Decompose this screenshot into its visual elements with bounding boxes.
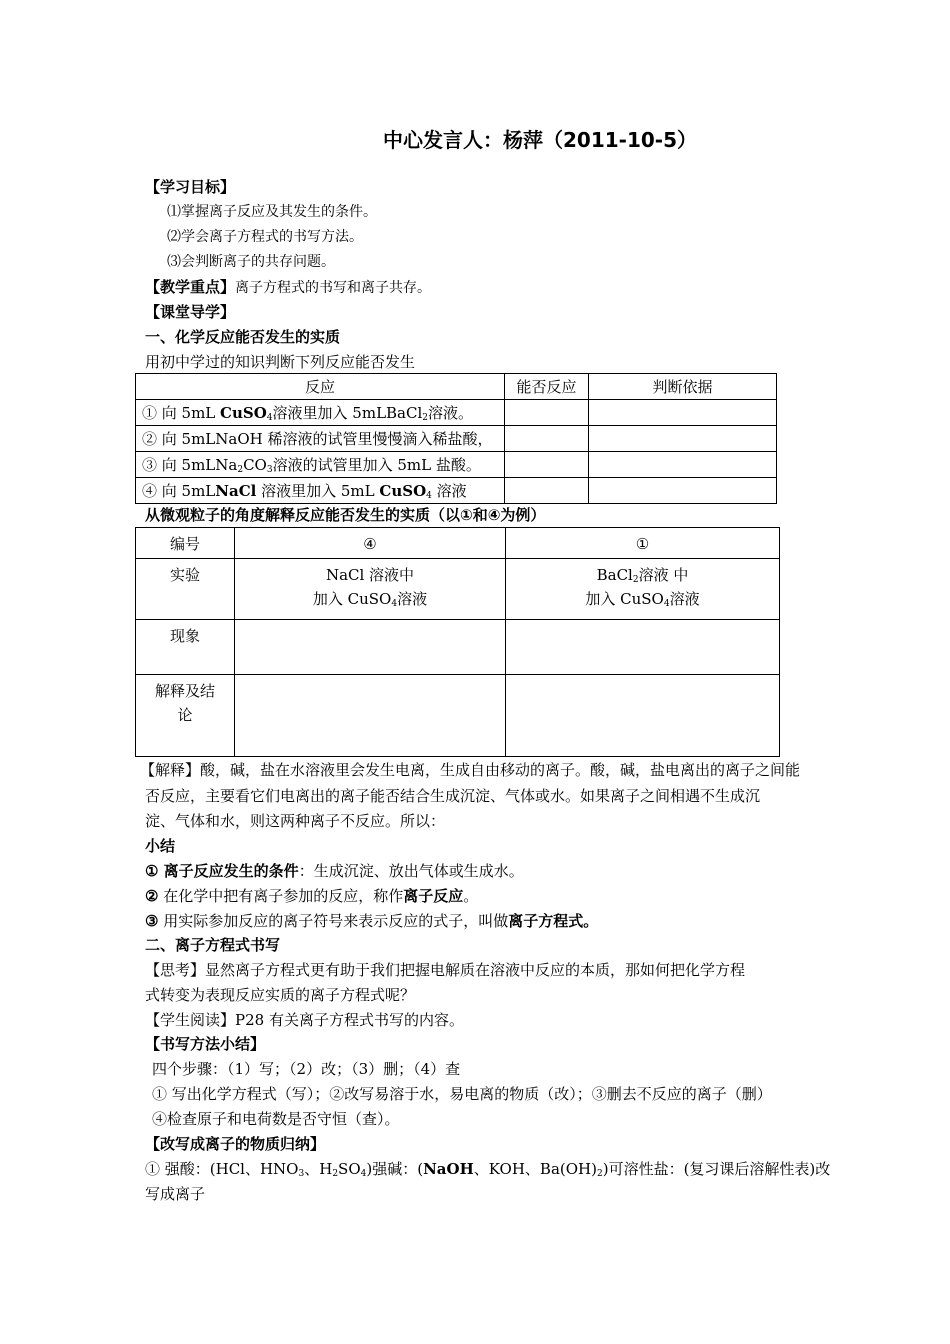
- method-heading: 【书写方法小结】: [145, 1035, 266, 1053]
- think-line: 【思考】显然离子方程式更有助于我们把握电解质在溶液中反应的本质，那如何把化学方程: [145, 961, 746, 979]
- table-row: [136, 559, 780, 620]
- reaction-table: [135, 373, 777, 504]
- empty-cell: [506, 620, 780, 675]
- row-label: 实验: [136, 559, 235, 620]
- column-header: ④: [235, 528, 506, 559]
- explain-line: 否反应，主要看它们电离出的离子能否结合生成沉淀、气体或水。如果离子之间相遇不生成沉: [145, 787, 761, 805]
- summary-item: ② 在化学中把有离子参加的反应，称作离子反应。: [145, 887, 479, 905]
- steps-detail: ① 写出化学方程式（写）；②改写易溶于水，易电离的物质（改）；③删去不反应的离子（删）: [152, 1085, 772, 1103]
- think-line: 式转变为表现反应实质的离子方程式呢？: [145, 986, 416, 1004]
- table-row: [136, 478, 777, 504]
- experiment-cell: BaCl$_2$溶液 中 加入 CuSO$_4$溶液: [506, 559, 780, 620]
- section2-heading: 二、离子方程式书写: [145, 936, 281, 954]
- basis-cell: [589, 400, 777, 426]
- objective-item: ⑴掌握离子反应及其发生的条件。: [167, 204, 377, 220]
- column-header: ①: [506, 528, 780, 559]
- table-header-cell: 反应: [136, 374, 505, 400]
- steps-check: ④检查原子和电荷数是否守恒（查）。: [152, 1110, 400, 1128]
- table-header-cell: 能否反应: [505, 374, 589, 400]
- table-row: [136, 452, 777, 478]
- reaction-cell: ④ 向 5mLNaCl 溶液里加入 5mL CuSO$_4$ 溶液: [136, 478, 505, 504]
- explain-line: 淀、气体和水，则这两种离子不反应。所以：: [145, 812, 446, 830]
- answer-cell: [505, 400, 589, 426]
- experiment-cell: NaCl 溶液中 加入 CuSO$_4$溶液: [235, 559, 506, 620]
- reaction-cell: ① 向 5mL CuSO$_4$溶液里加入 5mLBaCl$_2$溶液。: [136, 400, 505, 426]
- micro-table: [135, 527, 780, 757]
- section1-intro: 用初中学过的知识判断下列反应能否发生: [145, 353, 416, 371]
- convert-line: ① 强酸：(HCl、$HNO_3$、$H_2SO_4$)强碱：(NaOH、KOH、$Ba(OH)_2$)可溶性盐：(复习课后溶解性表)改: [145, 1160, 831, 1179]
- focus-label: 【教学重点】: [145, 278, 236, 296]
- summary-item: ③ 用实际参加反应的离子符号来表示反应的式子，叫做离子方程式。: [145, 912, 599, 930]
- read-line: 【学生阅读】P28 有关离子方程式书写的内容。: [145, 1011, 464, 1029]
- convert-heading: 【改写成离子的物质归纳】: [145, 1135, 326, 1153]
- row-label: 编号: [136, 528, 235, 559]
- basis-cell: [589, 478, 777, 504]
- steps-line: 四个步骤：（1）写；（2）改；（3）删；（4）查: [152, 1060, 461, 1078]
- empty-cell: [235, 675, 506, 757]
- convert-line: 写成离子: [145, 1185, 206, 1203]
- summary-item: ① 离子反应发生的条件：生成沉淀、放出气体或生成水。: [145, 862, 524, 880]
- focus-text: 离子方程式的书写和离子共存。: [235, 280, 432, 296]
- section1-heading: 一、化学反应能否发生的实质: [145, 328, 341, 346]
- basis-cell: [589, 426, 777, 452]
- explain-label: 【解释】: [140, 761, 201, 779]
- table-header-cell: 判断依据: [589, 374, 777, 400]
- reaction-cell: ③ 向 $5mLNa_2CO_3$溶液的试管里加入 5mL 盐酸。: [136, 452, 505, 478]
- row-label: 现象: [136, 620, 235, 675]
- guide-heading: 【课堂导学】: [145, 303, 236, 321]
- answer-cell: [505, 478, 589, 504]
- empty-cell: [506, 675, 780, 757]
- explain-line: 【解释】酸，碱，盐在水溶液里会发生电离，生成自由移动的离子。酸，碱，盐电离出的离子之间能: [140, 761, 801, 779]
- answer-cell: [505, 426, 589, 452]
- table-row: [136, 620, 780, 675]
- summary-heading: 小结: [145, 837, 176, 855]
- table-row: [136, 426, 777, 452]
- objective-item: ⑵学会离子方程式的书写方法。: [167, 229, 363, 245]
- table-row: [136, 528, 780, 559]
- table-row: [136, 675, 780, 757]
- micro-heading: 从微观粒子的角度解释反应能否发生的实质（以①和④为例）: [145, 506, 546, 524]
- answer-cell: [505, 452, 589, 478]
- table-row: [136, 400, 777, 426]
- page-title: 中心发言人：杨萍（2011-10-5）: [383, 128, 698, 152]
- focus-line: [145, 277, 431, 298]
- empty-cell: [235, 620, 506, 675]
- row-label: 解释及结 论: [136, 675, 235, 757]
- basis-cell: [589, 452, 777, 478]
- reaction-cell: ② 向 5mLNaOH 稀溶液的试管里慢慢滴入稀盐酸，: [136, 426, 505, 452]
- objectives-heading: 【学习目标】: [145, 178, 236, 196]
- objective-item: ⑶会判断离子的共存问题。: [167, 254, 335, 270]
